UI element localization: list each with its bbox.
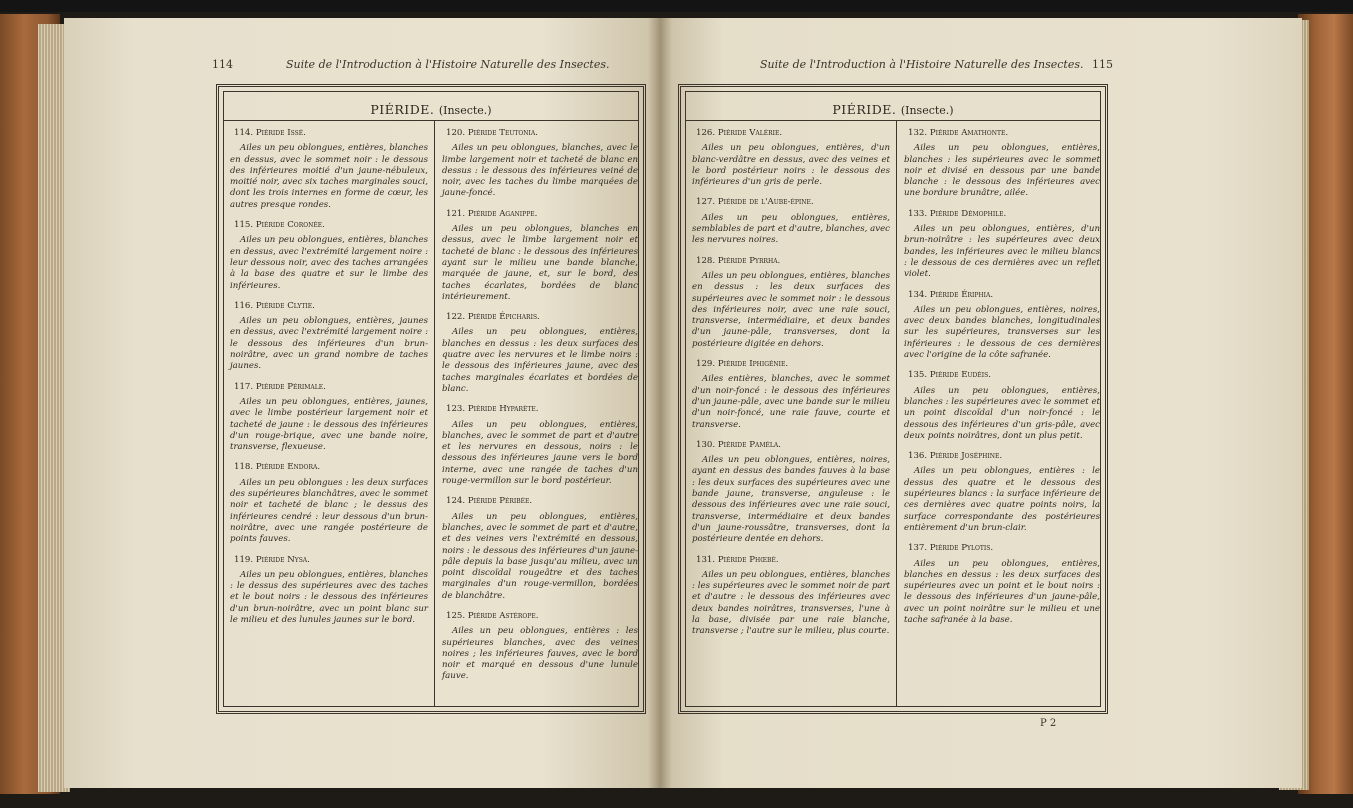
species-entry bbox=[442, 404, 638, 487]
entry-number: 119. bbox=[234, 554, 254, 565]
page-number: 115 bbox=[1092, 58, 1113, 71]
species-name: Piéride Hyparète. bbox=[467, 404, 539, 415]
right-column bbox=[442, 128, 638, 692]
entry-number: 116. bbox=[234, 300, 254, 311]
species-name: Piéride Pyrrha. bbox=[717, 255, 781, 266]
text-frame bbox=[216, 84, 646, 714]
entry-heading bbox=[904, 290, 1100, 301]
species-entry bbox=[230, 462, 428, 545]
entry-heading bbox=[230, 382, 428, 393]
entry-number: 118. bbox=[234, 462, 254, 473]
left-column bbox=[692, 128, 890, 647]
species-entry bbox=[230, 128, 428, 211]
entry-number: 132. bbox=[908, 128, 928, 138]
page-title: PIÉRIDE. (Insecte.) bbox=[832, 102, 954, 117]
species-name: Piéride Valérie. bbox=[717, 128, 783, 138]
species-entry bbox=[692, 440, 890, 546]
species-name: Piéride Aganippe. bbox=[467, 208, 538, 219]
species-description: Ailes un peu oblongues, entières, blanches en dessus : les deux surfaces des quatre avec les nervures et le limbe noirs : le dessous des inférieures jaune, avec des taches marginales écarlates et bordées de blanc. bbox=[442, 327, 638, 394]
species-description: Ailes un peu oblongues, entières, blanches en dessus : les deux surfaces des supérieures avec un point et le bout noirs : le dessous des inférieures d'un jaune-pâle, avec un point noirâtre sur le milieu et une tache safranée à la base. bbox=[904, 558, 1100, 625]
entry-heading bbox=[230, 301, 428, 312]
column-divider bbox=[434, 120, 435, 706]
running-head: Suite de l'Introduction à l'Histoire Naturelle des Insectes. bbox=[760, 58, 1084, 71]
species-name: Piéride Périmale. bbox=[255, 381, 326, 392]
species-entry bbox=[904, 209, 1100, 281]
entry-heading bbox=[442, 312, 638, 323]
species-name: Piéride Épicharis. bbox=[467, 312, 540, 323]
species-name: Piéride de l'Aube-épine. bbox=[717, 197, 814, 208]
entry-number: 135. bbox=[908, 370, 928, 381]
species-description: Ailes un peu oblongues, blanches, avec le limbe largement noir et tacheté de blanc en dessus : le dessous des inférieures veiné de noir, avec les taches du limbe marquées de jaune-foncé. bbox=[442, 143, 638, 199]
species-name: Piéride Joséphine. bbox=[929, 451, 1003, 462]
entry-heading bbox=[692, 128, 890, 139]
entry-number: 117. bbox=[234, 381, 254, 392]
entry-heading bbox=[442, 209, 638, 220]
entry-heading bbox=[692, 440, 890, 451]
species-entry bbox=[442, 128, 638, 200]
species-name: Piéride Issé. bbox=[255, 128, 306, 138]
entry-heading bbox=[230, 555, 428, 566]
entry-number: 131. bbox=[696, 554, 716, 565]
species-name: Piéride Teutonia. bbox=[467, 128, 538, 138]
entry-heading bbox=[442, 611, 638, 622]
entry-number: 114. bbox=[234, 128, 254, 138]
entry-number: 123. bbox=[446, 404, 466, 415]
column-divider bbox=[896, 120, 897, 706]
entry-number: 137. bbox=[908, 543, 928, 554]
species-description: Ailes un peu oblongues, entières, semblables de part et d'autre, blanches, avec les nervures noires. bbox=[692, 212, 890, 246]
page-title: PIÉRIDE. (Insecte.) bbox=[370, 102, 492, 117]
entry-heading bbox=[442, 128, 638, 139]
species-entry bbox=[692, 197, 890, 246]
species-name: Piéride Clytie. bbox=[255, 300, 315, 311]
species-entry bbox=[230, 382, 428, 454]
species-description: Ailes un peu oblongues, entières, blanches en dessus : les deux surfaces des supérieures avec le sommet noir : le dessous des inférieures noir, avec une raie souci, transverse, intermédiaire, et deux bandes d'un jaune-pâle, transverses, dont la postérieure digitée en dehors. bbox=[692, 270, 890, 349]
species-entry bbox=[442, 611, 638, 683]
species-description: Ailes un peu oblongues, entières, d'un blanc-verdâtre en dessus, avec des veines et le bord postérieur noirs : le dessous des inférieures d'un gris de perle. bbox=[692, 143, 890, 188]
species-entry bbox=[904, 128, 1100, 200]
species-description: Ailes un peu oblongues, entières, blanches en dessus, avec le sommet noir : le dessous des inférieures moitié d'un jaune-nébuleux, moitié noir, avec six taches marginales souci, dont les trois internes en forme de cœur, les autres presque rondes. bbox=[230, 143, 428, 210]
right-page bbox=[660, 18, 1302, 788]
species-description: Ailes un peu oblongues, entières, noires, avec deux bandes blanches, longitudinales sur les supérieures, transverses sur les inférieures : le dessous de ces dernières avec l'origine de la côte safranée. bbox=[904, 304, 1100, 361]
species-description: Ailes un peu oblongues : les deux surfaces des supérieures blanchâtres, avec le sommet noir et tacheté de blanc ; le dessus des inférieures cendré : leur dessous d'un brun-noirâtre, avec une rangée postérieure de points fauves. bbox=[230, 477, 428, 545]
species-name: Piéride Astérope. bbox=[467, 610, 539, 621]
entry-number: 115. bbox=[234, 220, 254, 231]
entry-heading bbox=[692, 359, 890, 370]
entry-number: 121. bbox=[446, 208, 466, 219]
species-description: Ailes un peu oblongues, entières, blanches : les supérieures avec le sommet noir et divisé en dessous par une bande blanche : le dessous des inférieures avec une bordure brunâtre, ailée. bbox=[904, 143, 1100, 199]
entry-heading bbox=[230, 220, 428, 231]
species-entry bbox=[904, 290, 1100, 362]
species-description: Ailes un peu oblongues, entières, blanches : les supérieures avec le sommet et un point discoïdal d'un noir-foncé : le dessous des inférieures d'un gris-pâle, avec deux points noirâtres, dont un plus petit. bbox=[904, 385, 1100, 441]
signature-mark: P 2 bbox=[1040, 718, 1057, 729]
species-entry bbox=[230, 301, 428, 373]
species-description: Ailes un peu oblongues, entières, jaunes, avec le limbe postérieur largement noir et tacheté de jaune : le dessous des inférieures d'un rouge-brique, avec une bande noire, transverse, flexueuse. bbox=[230, 396, 428, 453]
entry-heading bbox=[692, 555, 890, 566]
entry-heading bbox=[230, 128, 428, 139]
entry-heading bbox=[230, 462, 428, 473]
entry-heading bbox=[442, 496, 638, 507]
species-name: Piéride Endora. bbox=[255, 462, 321, 473]
entry-number: 136. bbox=[908, 451, 928, 462]
species-entry bbox=[904, 370, 1100, 442]
entry-number: 128. bbox=[696, 255, 716, 266]
title-rule bbox=[686, 120, 1100, 121]
entry-number: 129. bbox=[696, 359, 716, 370]
page-number: 114 bbox=[212, 58, 233, 71]
entry-number: 134. bbox=[908, 289, 928, 300]
species-name: Piéride Iphigénie. bbox=[717, 359, 789, 370]
entry-number: 124. bbox=[446, 496, 466, 507]
left-column bbox=[230, 128, 428, 635]
species-description: Ailes un peu oblongues, entières, blanches, avec le sommet de part et d'autre, et des veines vers l'extrémité en dessous, noirs : le dessous des inférieures d'un jaune-pâle depuis la base jusqu'au milieu, avec un point discoïdal rougeâtre et des taches marginales d'un rouge-vermillon, bordées de blanchâtre. bbox=[442, 511, 638, 601]
entry-number: 122. bbox=[446, 312, 466, 323]
species-entry bbox=[442, 312, 638, 395]
running-head: Suite de l'Introduction à l'Histoire Naturelle des Insectes. bbox=[286, 58, 610, 71]
species-entry bbox=[230, 555, 428, 627]
species-entry bbox=[692, 128, 890, 188]
title-rule bbox=[224, 120, 638, 121]
species-entry bbox=[442, 209, 638, 303]
species-entry bbox=[230, 220, 428, 292]
right-column bbox=[904, 128, 1100, 635]
species-entry bbox=[442, 496, 638, 602]
species-description: Ailes un peu oblongues, entières, blanches en dessus, avec l'extrémité largement noire : leur dessous noir, avec des taches arrangées à la base des quatre et sur le limbe des inférieures. bbox=[230, 235, 428, 291]
entry-heading bbox=[904, 543, 1100, 554]
species-entry bbox=[904, 451, 1100, 534]
species-name: Piéride Ériphia. bbox=[929, 289, 994, 300]
species-description: Ailes entières, blanches, avec le sommet d'un noir-foncé : le dessous des inférieures d'un jaune-pâle, avec une bande sur le milieu d'un noir-foncé, une raie fauve, courte et transverse. bbox=[692, 374, 890, 430]
species-name: Piéride Coronée. bbox=[255, 220, 325, 231]
entry-heading bbox=[442, 404, 638, 415]
species-name: Piéride Nysa. bbox=[255, 554, 310, 565]
species-description: Ailes un peu oblongues, entières : le dessus des quatre et le dessous des supérieures blancs : la surface inférieure de ces dernières avec quatre points noirs, la surface correspondante des postérieures entièrement d'un brun-clair. bbox=[904, 466, 1100, 533]
species-entry bbox=[692, 555, 890, 638]
species-name: Piéride Paméla. bbox=[717, 439, 781, 450]
species-name: Piéride Amathonte. bbox=[929, 128, 1009, 138]
species-description: Ailes un peu oblongues, entières, blanches : les supérieures avec le sommet noir de part et d'autre : le dessous des inférieures avec deux bandes noirâtres, transverses, l'une à la base, divisée par une raie blanche, transverse ; l'autre sur le milieu, plus courte. bbox=[692, 569, 890, 637]
entry-heading bbox=[904, 451, 1100, 462]
left-page bbox=[64, 18, 660, 788]
entry-number: 120. bbox=[446, 128, 466, 138]
species-name: Piéride Phœbé. bbox=[717, 554, 779, 565]
species-description: Ailes un peu oblongues, blanches en dessus, avec le limbe largement noir et tacheté de blanc : le dessous des inférieures ayant sur le milieu une bande blanche, marquée de jaune, et, sur le bord, des taches écarlates, bordées de blanc intérieurement. bbox=[442, 224, 638, 302]
entry-heading bbox=[692, 197, 890, 208]
species-description: Ailes un peu oblongues, entières, blanches : le dessus des supérieures avec des taches et le bout noirs : le dessous des inférieures d'un brun-noirâtre, avec un point blanc sur le milieu et des lunules jaunes sur le bord. bbox=[230, 569, 428, 625]
species-description: Ailes un peu oblongues, entières, d'un brun-noirâtre : les supérieures avec deux bandes, les inférieures avec le milieu blancs : le dessous de ces dernières avec un reflet violet. bbox=[904, 224, 1100, 280]
species-name: Piéride Démophile. bbox=[929, 208, 1007, 219]
entry-heading bbox=[692, 256, 890, 267]
entry-number: 127. bbox=[696, 197, 716, 208]
species-description: Ailes un peu oblongues, entières, jaunes en dessus, avec l'extrémité largement noire : le dessous des inférieures d'un brun-noirâtre, avec un grand nombre de taches jaunes. bbox=[230, 316, 428, 372]
species-description: Ailes un peu oblongues, entières, blanches, avec le sommet de part et d'autre et les nervures en dessous, noirs : le dessous des inférieures jaune vers le bord interne, avec une rangée de taches d'un rouge-vermillon sur le bord postérieur. bbox=[442, 419, 638, 487]
species-description: Ailes un peu oblongues, entières, noires, ayant en dessus des bandes fauves à la base : les deux surfaces des supérieures avec une bande jaune, transverse, anguleuse : le dessous des inférieures avec une raie souci, transverse, intermédiaire et deux bandes d'un jaune-roussâtre, transverses, dont la postérieure dentée en dehors. bbox=[692, 455, 890, 545]
species-name: Piéride Pylotis. bbox=[929, 543, 994, 554]
entry-number: 133. bbox=[908, 208, 928, 219]
species-entry bbox=[692, 256, 890, 350]
entry-heading bbox=[904, 209, 1100, 220]
species-entry bbox=[904, 543, 1100, 626]
species-name: Piéride Eudéis. bbox=[929, 370, 991, 381]
entry-heading bbox=[904, 370, 1100, 381]
gutter-shadow bbox=[648, 18, 672, 788]
species-entry bbox=[692, 359, 890, 431]
text-frame bbox=[678, 84, 1108, 714]
species-description: Ailes un peu oblongues, entières : les supérieures blanches, avec des veines noires ; les inférieures fauves, avec le bord noir et marqué en dessous d'une lunule fauve. bbox=[442, 626, 638, 682]
entry-number: 126. bbox=[696, 128, 716, 138]
species-name: Piéride Péribée. bbox=[467, 496, 533, 507]
entry-number: 130. bbox=[696, 439, 716, 450]
entry-number: 125. bbox=[446, 610, 466, 621]
entry-heading bbox=[904, 128, 1100, 139]
